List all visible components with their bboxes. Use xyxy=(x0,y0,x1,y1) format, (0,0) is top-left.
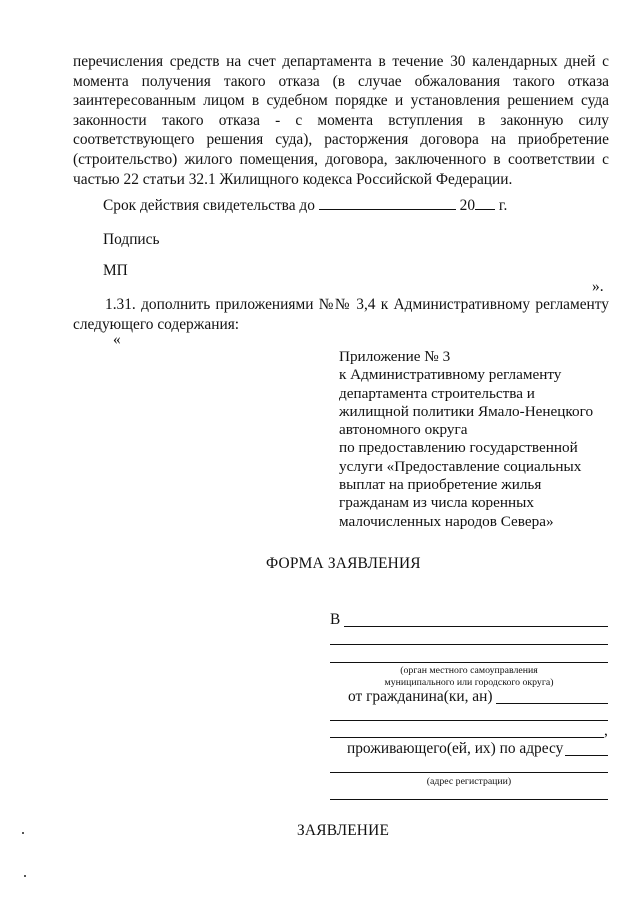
appendix-line: департамента строительства и xyxy=(339,384,535,402)
scan-speck xyxy=(24,875,26,877)
closing-quote: ». xyxy=(592,278,604,295)
validity-year-prefix: 20 xyxy=(459,197,476,214)
authority-line xyxy=(344,626,608,627)
authority-line xyxy=(330,644,608,645)
opening-quote: « xyxy=(113,331,121,348)
authority-caption: (орган местного самоуправления xyxy=(400,665,538,676)
appendix-line: жилищной политики Ямало-Ненецкого xyxy=(339,402,594,420)
authority-line xyxy=(330,662,608,663)
appendix-line: по предоставлению государственной xyxy=(339,439,578,457)
address-line xyxy=(330,799,608,800)
appendix-line: гражданам из числа коренных xyxy=(339,494,534,512)
address-caption: (адрес регистрации) xyxy=(426,776,512,787)
citizen-line xyxy=(496,703,608,704)
residing-label: проживающего(ей, их) по адресу xyxy=(347,740,564,757)
validity-year-suffix: г. xyxy=(498,197,508,214)
citizen-line-comma: , xyxy=(604,722,608,739)
authority-caption: муниципального или городского округа) xyxy=(384,677,554,688)
signature-label: Подпись xyxy=(103,231,160,248)
to-prefix: В xyxy=(330,611,341,628)
validity-date-blank xyxy=(319,208,456,210)
validity-year-blank xyxy=(475,208,495,210)
form-title: ФОРМА ЗАЯВЛЕНИЯ xyxy=(266,555,421,572)
appendix-line: автономного округа xyxy=(339,421,468,439)
citizen-line xyxy=(330,737,604,738)
statement-title: ЗАЯВЛЕНИЕ xyxy=(297,822,390,839)
from-label: от гражданина(ки, ан) xyxy=(348,688,493,705)
appendix-line: Приложение № 3 xyxy=(339,348,451,365)
address-line xyxy=(565,755,608,756)
appendix-header xyxy=(339,348,609,531)
scan-speck xyxy=(22,832,24,834)
seal-label: МП xyxy=(103,262,128,279)
validity-label: Срок действия свидетельства до xyxy=(103,197,315,214)
amendment-paragraph: 1.31. дополнить приложениями №№ 3,4 к Административному регламенту следующего содержания: xyxy=(73,296,609,333)
intro-paragraph: перечисления средств на счет департамента в течение 30 календарных дней с момента получения такого отказа (в случае обжалования такого отказа заинтересованным лицом в судебном порядке и установления решением суда законности такого отказа - с момента вступления в законную силу соответствующего решения суда), расторжения договора на приобретение (строительство) жилого помещения, договора, заключенного в соответствии с частью 22 статьи 32.1 Жилищного кодекса Российской Федерации. xyxy=(73,53,609,188)
appendix-line: малочисленных народов Севера» xyxy=(339,512,554,530)
appendix-line: к Административному регламенту xyxy=(339,366,562,384)
appendix-line: выплат на приобретение жилья xyxy=(339,476,542,494)
address-line xyxy=(330,772,608,773)
validity-line xyxy=(103,197,507,215)
citizen-line xyxy=(330,720,608,721)
appendix-line: услуги «Предоставление социальных xyxy=(339,457,582,475)
